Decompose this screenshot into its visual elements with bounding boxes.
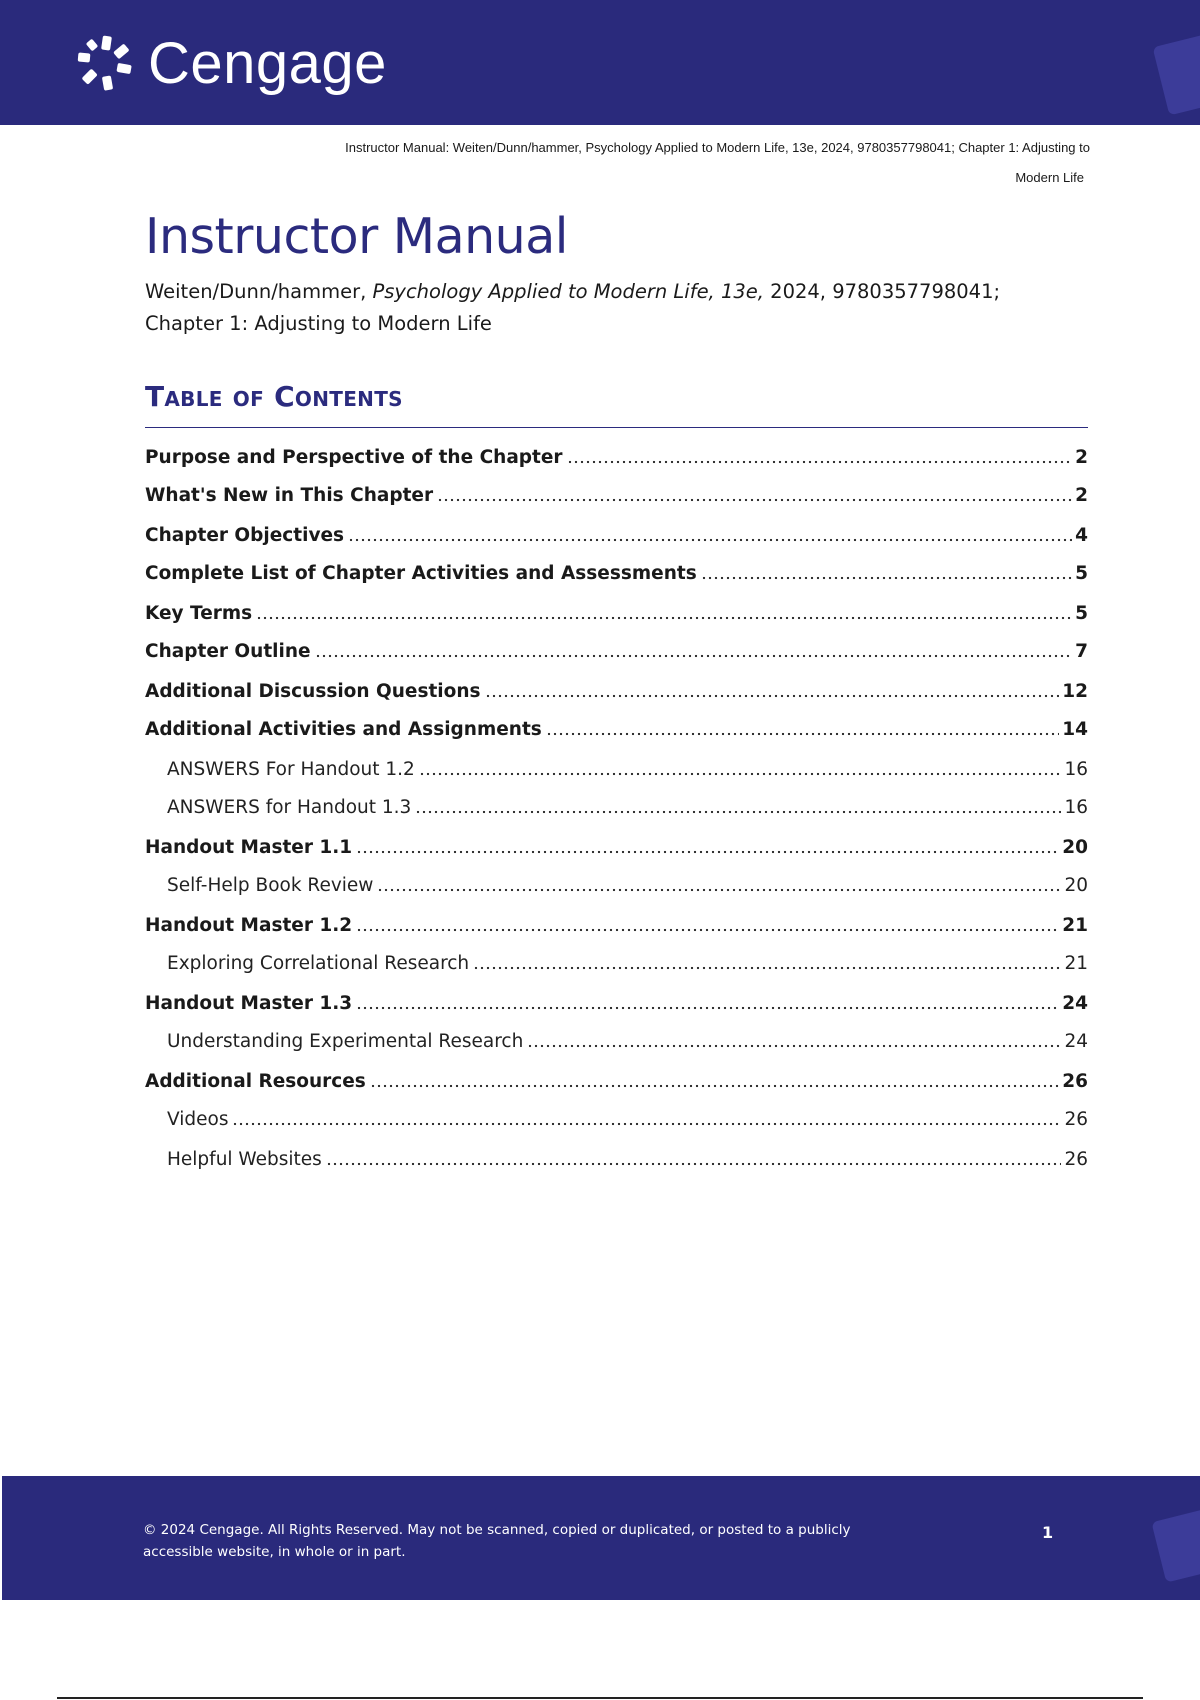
footer-decoration	[1151, 1507, 1200, 1582]
toc-entry-label: Handout Master 1.3	[145, 993, 353, 1014]
toc-entry-label: Additional Resources	[145, 1071, 366, 1092]
toc-entry-page: 16	[1064, 797, 1088, 818]
toc-entry-label: What's New in This Chapter	[145, 485, 434, 506]
toc-entry[interactable]	[145, 908, 1088, 938]
toc-entry-page: 4	[1075, 525, 1088, 546]
toc-dot-leader	[326, 1161, 1062, 1167]
cengage-logo	[74, 32, 387, 96]
toc-dot-leader	[485, 693, 1060, 699]
toc-dot-leader	[356, 1005, 1059, 1011]
toc-entry-label: Understanding Experimental Research	[167, 1031, 524, 1052]
toc-entry-label: Videos	[167, 1109, 229, 1130]
toc-dot-leader	[370, 1083, 1059, 1089]
toc-entry-label: Complete List of Chapter Activities and Assessments	[145, 563, 697, 584]
toc-entry-page: 20	[1064, 875, 1088, 896]
toc-entry-label: ANSWERS For Handout 1.2	[167, 759, 415, 780]
toc-entry-page: 26	[1064, 1149, 1088, 1170]
toc-entry-page: 5	[1075, 563, 1088, 584]
toc-dot-leader	[527, 1043, 1061, 1049]
toc-entry-label: Handout Master 1.2	[145, 915, 353, 936]
chapter-title: Chapter 1: Adjusting to Modern Life	[145, 312, 492, 335]
toc-entry-page: 5	[1075, 603, 1088, 624]
toc-entry-page: 2	[1075, 447, 1088, 468]
toc-entry[interactable]	[145, 1024, 1088, 1054]
toc-dot-leader	[546, 731, 1059, 737]
toc-dot-leader	[701, 575, 1072, 581]
toc-entry[interactable]	[145, 830, 1088, 860]
book-title: Psychology Applied to Modern Life, 13e,	[372, 280, 764, 303]
header-decoration	[1153, 31, 1200, 116]
toc-entry-page: 2	[1075, 485, 1088, 506]
toc-entry-label: Handout Master 1.1	[145, 837, 353, 858]
toc-entry[interactable]	[145, 1142, 1088, 1172]
year-isbn: 2024, 9780357798041;	[763, 280, 1001, 303]
running-header-line1: Instructor Manual: Weiten/Dunn/hammer, Psychology Applied to Modern Life, 13e, 2024, 9780357798041; Chapter 1: Adjusting to	[345, 140, 1090, 155]
running-header	[140, 133, 1090, 193]
toc-entry-page: 24	[1064, 1031, 1088, 1052]
toc-dot-leader	[348, 537, 1072, 543]
toc-dot-leader	[232, 1121, 1061, 1127]
toc-entry[interactable]	[145, 946, 1088, 976]
toc-entry[interactable]	[145, 518, 1088, 548]
toc-dot-leader	[377, 887, 1061, 893]
toc-entry[interactable]	[145, 634, 1088, 664]
toc-entry-label: Self-Help Book Review	[167, 875, 374, 896]
toc-entry-label: Additional Discussion Questions	[145, 681, 481, 702]
toc-dot-leader	[256, 615, 1072, 621]
copyright-line2: accessible website, in whole or in part.	[143, 1544, 406, 1560]
toc-entry-label: Chapter Outline	[145, 641, 311, 662]
toc-entry[interactable]	[145, 556, 1088, 586]
toc-dot-leader	[415, 809, 1061, 815]
toc-entry-page: 21	[1064, 953, 1088, 974]
toc-entry[interactable]	[145, 712, 1088, 742]
toc-dot-leader	[567, 459, 1073, 465]
document-title: Instructor Manual	[145, 208, 568, 265]
toc-entry-page: 26	[1064, 1109, 1088, 1130]
toc-entry-label: Key Terms	[145, 603, 253, 624]
toc-entry-page: 20	[1062, 837, 1088, 858]
toc-entry[interactable]	[145, 478, 1088, 508]
toc-dot-leader	[473, 965, 1061, 971]
toc-entry-page: 16	[1064, 759, 1088, 780]
header-band	[0, 0, 1200, 125]
document-subtitle	[145, 276, 1085, 340]
authors: Weiten/Dunn/hammer,	[145, 280, 373, 303]
book-citation	[145, 276, 1085, 308]
page-number: 1	[1042, 1523, 1054, 1542]
running-header-line2: Modern Life	[1015, 170, 1084, 185]
toc-entry[interactable]	[145, 790, 1088, 820]
footer-band	[2, 1476, 1200, 1600]
toc-entry-page: 24	[1062, 993, 1088, 1014]
brand-name: Cengage	[148, 31, 387, 96]
footer-copyright	[143, 1519, 863, 1563]
toc-entry-page: 14	[1062, 719, 1088, 740]
toc-entry[interactable]	[145, 986, 1088, 1016]
toc-entry-label: Additional Activities and Assignments	[145, 719, 542, 740]
toc-entry-label: Exploring Correlational Research	[167, 953, 470, 974]
toc-entry[interactable]	[145, 868, 1088, 898]
bottom-rule	[57, 1697, 1143, 1699]
toc-entry-page: 26	[1062, 1071, 1088, 1092]
toc-dot-leader	[356, 927, 1059, 933]
toc-entry-label: Helpful Websites	[167, 1149, 322, 1170]
toc-entry-label: ANSWERS for Handout 1.3	[167, 797, 412, 818]
toc-entry[interactable]	[145, 440, 1088, 470]
toc-entry[interactable]	[145, 1064, 1088, 1094]
toc-entry-page: 12	[1062, 681, 1088, 702]
toc-entry[interactable]	[145, 1102, 1088, 1132]
copyright-line1: © 2024 Cengage. All Rights Reserved. May not be scanned, copied or duplicated, or posted to a publicly	[143, 1522, 851, 1538]
toc-dot-leader	[315, 653, 1073, 659]
toc-dot-leader	[356, 849, 1059, 855]
toc-entry[interactable]	[145, 596, 1088, 626]
toc-entry-page: 21	[1062, 915, 1088, 936]
toc-entry-label: Chapter Objectives	[145, 525, 345, 546]
toc-entry-page: 7	[1075, 641, 1088, 662]
toc-entry[interactable]	[145, 674, 1088, 704]
cengage-burst-icon	[74, 32, 138, 96]
toc-dot-leader	[437, 497, 1072, 503]
toc-dot-leader	[419, 771, 1062, 777]
toc-entry[interactable]	[145, 752, 1088, 782]
toc-heading: Table of Contents	[145, 380, 1088, 428]
toc-entry-label: Purpose and Perspective of the Chapter	[145, 447, 563, 468]
